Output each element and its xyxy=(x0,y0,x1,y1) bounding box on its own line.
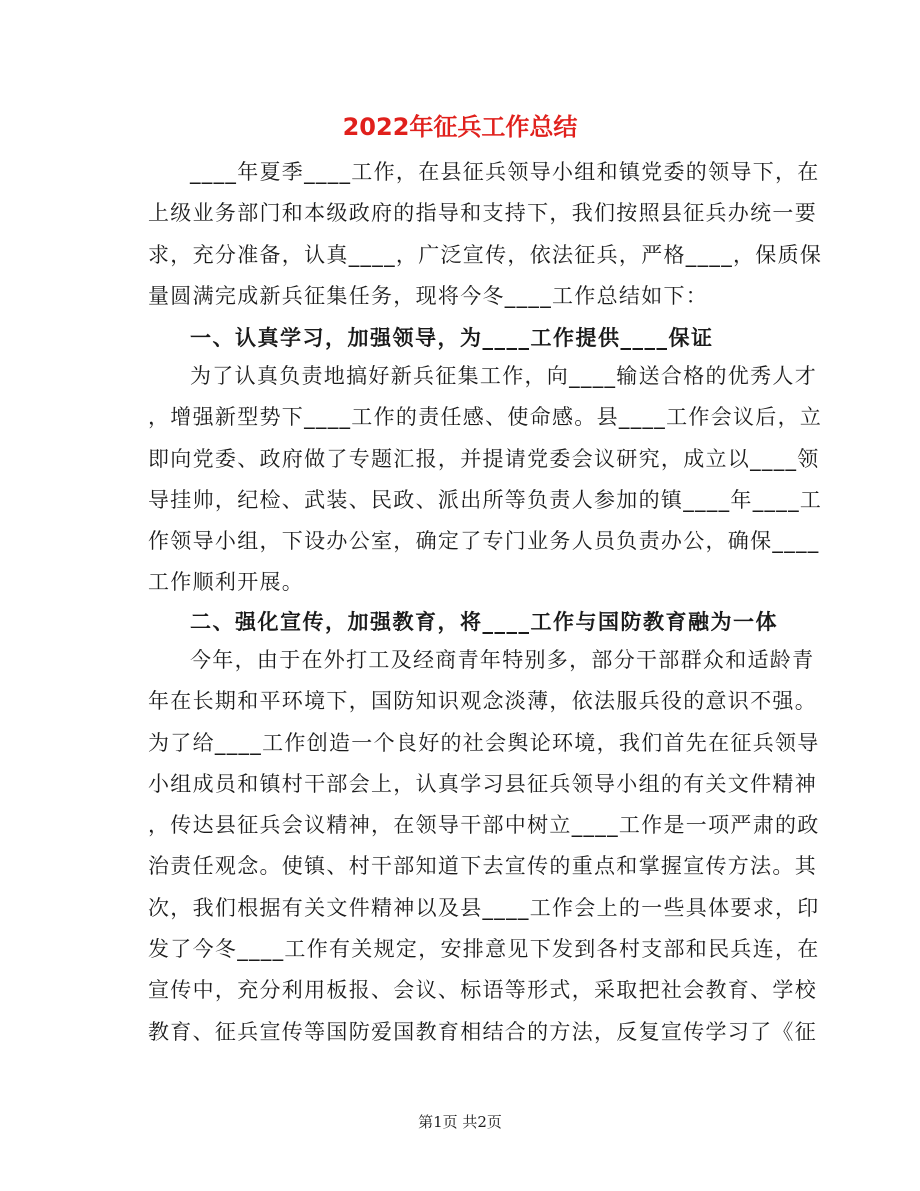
text-line: 小组成员和镇村干部会上，认真学习县征兵领导小组的有关文件精神 xyxy=(148,771,817,796)
page-footer: 第1页 共2页 xyxy=(418,1113,502,1131)
paragraph-intro xyxy=(148,152,823,317)
text-line: 量圆满完成新兵征集任务，现将今冬____工作总结如下： xyxy=(148,283,709,308)
paragraph-section-1 xyxy=(148,356,823,604)
section-heading-2: 二、强化宣传，加强教育，将____工作与国防教育融为一体 xyxy=(190,610,778,634)
text-line: 次，我们根据有关文件精神以及县____工作会上的一些具体要求，印 xyxy=(148,895,820,920)
text-line: 求，充分准备，认真____，广泛宣传，依法征兵，严格____，保质保 xyxy=(148,242,823,267)
text-line: 教育、征兵宣传等国防爱国教育相结合的方法，反复宣传学习了《征 xyxy=(148,1019,817,1044)
text-line: ，传达县征兵会议精神，在领导干部中树立____工作是一项严肃的政 xyxy=(148,813,820,838)
section-heading-1: 一、认真学习，加强领导，为____工作提供____保证 xyxy=(190,326,714,350)
text-line: 发了今冬____工作有关规定，安排意见下发到各村支部和民兵连，在 xyxy=(148,937,820,962)
text-line: 上级业务部门和本级政府的指导和支持下，我们按照县征兵办统一要 xyxy=(148,201,817,226)
text-line: ，增强新型势下____工作的责任感、使命感。县____工作会议后，立 xyxy=(148,405,823,430)
text-line: 为了认真负责地搞好新兵征集工作，向____输送合格的优秀人才 xyxy=(190,364,817,388)
text-line: 今年，由于在外打工及经商青年特别多，部分干部群众和适龄青 xyxy=(190,648,815,672)
text-line: 为了给____工作创造一个良好的社会舆论环境，我们首先在征兵领导 xyxy=(148,730,820,755)
text-line: 作领导小组，下设办公室，确定了专门业务人员负责办公，确保____ xyxy=(148,529,820,554)
text-line: 工作顺利开展。 xyxy=(148,570,305,595)
text-line: 宣传中，充分利用板报、会议、标语等形式，采取把社会教育、学校 xyxy=(148,978,817,1003)
text-line: ____年夏季____工作，在县征兵领导小组和镇党委的领导下，在 xyxy=(190,160,820,184)
text-line: 导挂帅，纪检、武装、民政、派出所等负责人参加的镇____年____工 xyxy=(148,487,823,512)
text-line: 年在长期和平环境下，国防知识观念淡薄，依法服兵役的意识不强。 xyxy=(148,689,817,714)
text-line: 治责任观念。使镇、村干部知道下去宣传的重点和掌握宣传方法。其 xyxy=(148,854,817,879)
document-title: 2022年征兵工作总结 xyxy=(342,113,578,141)
text-line: 即向党委、政府做了专题汇报，并提请党委会议研究，成立以____领 xyxy=(148,446,820,471)
paragraph-section-2 xyxy=(148,640,820,1053)
